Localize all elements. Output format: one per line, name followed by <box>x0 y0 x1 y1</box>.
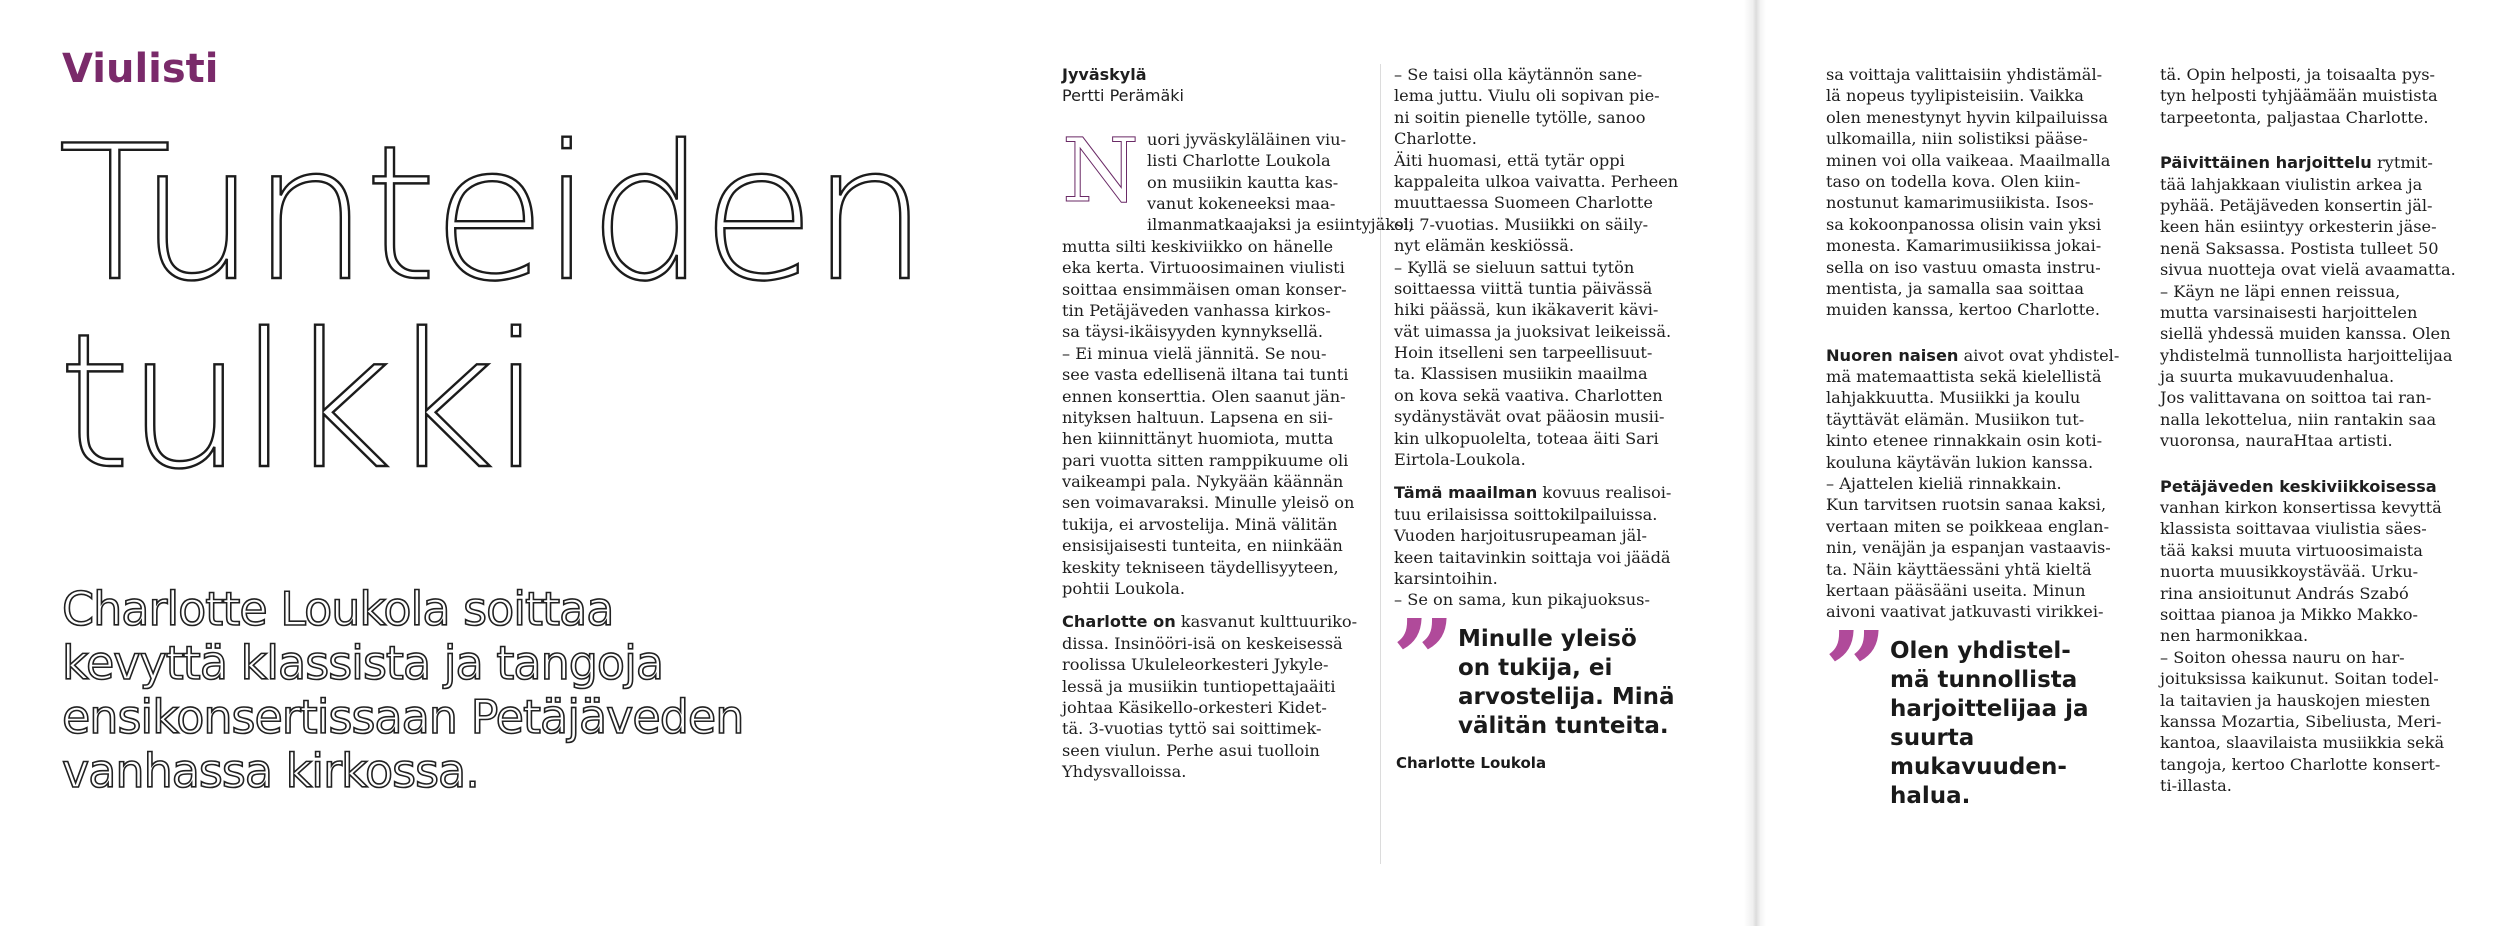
byline-author: Pertti Perämäki <box>1062 86 1184 106</box>
text-line: vanut kokeneeksi maa- <box>1147 193 1336 213</box>
text-line: Hoin itselleni sen tarpeellisuut- <box>1394 343 1653 363</box>
text-line: ni soitin pienelle tytölle, sanoo <box>1394 107 1646 127</box>
paragraph-text: kovuus realisoi- <box>1537 483 1672 503</box>
paragraph-lead-line <box>1826 345 2144 366</box>
paragraph-lead: Nuoren naisen <box>1826 345 1959 365</box>
text-line: oli 7-vuotias. Musiikki on säily- <box>1394 214 1649 234</box>
text-line: listi Charlotte Loukola <box>1147 151 1331 171</box>
text-line: vuoronsa, nauraHtaa artisti. <box>2160 431 2393 451</box>
article-column-4 <box>2160 64 2480 797</box>
text-line: monesta. Kamarimusiikissa jokai- <box>1826 236 2102 256</box>
text-line: kinto etenee rinnakkain osin koti- <box>1826 431 2103 451</box>
pull-quote-source: Charlotte Loukola <box>1396 753 1547 772</box>
text-line: tukija, ei arvostelija. Minä välitän <box>1062 514 1338 534</box>
text-line: on musiikin kautta kas- <box>1147 172 1339 192</box>
paragraph-lead-line <box>1394 482 1712 503</box>
text-line: olen menestynyt hyvin kilpailuissa <box>1826 107 2109 127</box>
text-line: tuu erilaisissa soittokilpailuissa. <box>1394 504 1658 524</box>
lede-line: kevyttä klassista ja tangoja <box>62 636 664 690</box>
text-line: vertaan miten se poikkeaa englan- <box>1826 516 2110 536</box>
text-line: Olen yhdistel- <box>1890 637 2071 664</box>
paragraph <box>1062 633 1370 783</box>
text-line: – Se taisi olla käytännön sane- <box>1394 65 1643 84</box>
text-line: tarpeetonta, paljastaa Charlotte. <box>2160 107 2429 127</box>
text-line: harjoittelijaa ja <box>1890 695 2089 722</box>
text-line: lessä ja musiikin tuntiopettajaäiti <box>1062 676 1336 696</box>
lede <box>62 582 1002 798</box>
text-line: pyhää. Petäjäveden konsertin jäl- <box>2160 195 2433 215</box>
text-line: mentista, ja samalla saa soittaa <box>1826 278 2085 298</box>
paragraph-text: kasvanut kulttuuriko- <box>1175 612 1358 632</box>
text-line: nin, venäjän ja espanjan vastaavis- <box>1826 538 2111 558</box>
quote-mark-icon: ” <box>1392 594 1456 724</box>
paragraph <box>1826 366 2144 623</box>
paragraph-lead-line <box>1062 611 1370 632</box>
lede-line: ensikonsertissaan Petäjäveden <box>62 690 744 744</box>
section-kicker: Viulisti <box>62 46 219 92</box>
text-line: – Ajattelen kieliä rinnakkain. <box>1826 474 2062 494</box>
text-line: pari vuotta sitten ramppikuume oli <box>1062 450 1349 470</box>
article-column-1 <box>1062 64 1414 783</box>
text-line: vaikeampi pala. Nykyään käännän <box>1062 472 1344 492</box>
paragraph-lead: Tämä maailman <box>1394 483 1538 503</box>
text-line: mutta silti keskiviikko on hänelle <box>1062 236 1334 256</box>
text-line: ulkomailla, niin solistiksi pääse- <box>1826 129 2088 149</box>
text-line: tää lahjakkaan viulistin arkea ja <box>2160 174 2423 194</box>
paragraph-lead: Petäjäveden keskiviikkoisessa <box>2160 476 2437 496</box>
text-line: lä nopeus tyylipisteisiin. Vaikka <box>1826 86 2084 106</box>
text-line: keen hän esiintyy orkesterin jäse- <box>2160 217 2437 237</box>
paragraph <box>2160 64 2480 128</box>
text-line: on tukija, ei <box>1458 654 1613 681</box>
article-column-3 <box>1826 64 2144 811</box>
text-line: sivua nuotteja ovat vielä avaamatta. <box>2160 260 2456 280</box>
paragraph <box>2160 497 2480 796</box>
text-line: täyttävät elämän. Musiikon tut- <box>1826 409 2085 429</box>
text-line: taso on todella kova. Olen kiin- <box>1826 171 2081 191</box>
paragraph-text: rytmit- <box>2371 153 2433 173</box>
paragraph-text: aivot ovat yhdistel- <box>1958 345 2120 365</box>
text-line: suurta mukavuuden- <box>1890 724 2067 780</box>
column-rule <box>1380 64 1381 864</box>
text-line: seen viulun. Perhe asui tuolloin <box>1062 740 1320 760</box>
headline-line: Tunteiden <box>58 105 924 322</box>
text-line: lahjakkuutta. Musiikki ja koulu <box>1826 388 2081 408</box>
text-line: soittaa pianoa ja Mikko Makko- <box>2160 604 2418 624</box>
text-line: vanhan kirkon konsertissa kevyttä <box>2160 498 2442 518</box>
text-line: karsintoihin. <box>1394 568 1498 588</box>
text-line: hen kiinnittänyt huomiota, mutta <box>1062 429 1334 449</box>
pull-quote-text <box>1458 625 1712 741</box>
text-line: ilmanmatkaajaksi ja esiintyjäksi, <box>1147 215 1414 235</box>
text-line: Minulle yleisö <box>1458 625 1637 652</box>
text-line: nenä Saksassa. Postista tulleet 50 <box>2160 238 2439 258</box>
paragraph <box>1826 64 2144 321</box>
text-line: nen harmonikkaa. <box>2160 626 2309 646</box>
text-line: kin ulkopuolelta, toteaa äiti Sari <box>1394 428 1659 448</box>
text-line: mä matemaattista sekä kielellistä <box>1826 367 2102 387</box>
text-line: muuttaessa Suomeen Charlotte <box>1394 193 1653 213</box>
text-line: Yhdysvalloissa. <box>1062 762 1187 782</box>
text-line: kertaan pääsääni useita. Minun <box>1826 580 2086 600</box>
text-line: tyn helposti tyhjäämään muistista <box>2160 86 2438 106</box>
text-line: la taitavien ja hauskojen miesten <box>2160 690 2431 710</box>
text-line: on kova sekä vaativa. Charlotten <box>1394 385 1663 405</box>
text-line: eka kerta. Virtuoosimainen viulisti <box>1062 258 1345 278</box>
text-line: keen taitavinkin soittaja voi jäädä <box>1394 547 1671 567</box>
paragraph <box>1062 214 1414 599</box>
text-line: nyt elämän keskiössä. <box>1394 236 1575 256</box>
text-line: kantoa, slaavilaista musiikkia sekä <box>2160 733 2445 753</box>
paragraph <box>2160 174 2480 452</box>
text-line: ensisijaisesti tunteita, en niinkään <box>1062 536 1343 556</box>
text-line: siellä yhdessä muiden kanssa. Olen <box>2160 324 2451 344</box>
text-line: tä. 3-vuotias tyttö sai soittimek- <box>1062 719 1322 739</box>
headline-line: tulkki <box>58 293 538 510</box>
text-line: dissa. Insinööri-isä on keskeisessä <box>1062 633 1343 653</box>
text-line: rina ansioitunut András Szabó <box>2160 583 2409 603</box>
text-line: mutta varsinaisesti harjoittelen <box>2160 302 2418 322</box>
quote-mark-icon: ” <box>1824 606 1888 736</box>
text-line: nalla lekottelua, niin rantakin saa <box>2160 409 2437 429</box>
text-line: minen voi olla vaikeaa. Maailmalla <box>1826 150 2111 170</box>
paragraph <box>1394 64 1712 470</box>
text-line: – Soiton ohessa nauru on har- <box>2160 647 2405 667</box>
text-line: nityksen haltuun. Lapsena en sii- <box>1062 407 1333 427</box>
text-line: ennen konserttia. Olen saanut jän- <box>1062 386 1346 406</box>
text-line: nuorta muusikkoystävää. Urku- <box>2160 562 2419 582</box>
text-line: välitän tunteita. <box>1458 712 1669 739</box>
lede-line: vanhassa kirkossa. <box>62 744 479 798</box>
text-line: nostunut kamarimusiikista. Isos- <box>1826 193 2094 213</box>
text-line: mä tunnollista <box>1890 666 2078 693</box>
text-line: hiki päässä, kun ikäkaverit kävi- <box>1394 300 1659 320</box>
text-line: joituksissa kaikunut. Soitan todel- <box>2160 669 2439 689</box>
text-line: ta. Näin käyttäessäni yhtä kieltä <box>1826 559 2092 579</box>
text-line: yhdistelmä tunnollista harjoittelijaa <box>2160 345 2453 365</box>
text-line: sella on iso vastuu omasta instru- <box>1826 257 2101 277</box>
text-line: tää kaksi muuta virtuoosimaista <box>2160 540 2423 560</box>
text-line: see vasta edellisenä iltana tai tunti <box>1062 365 1349 385</box>
text-line: ja suurta mukavuudenhalua. <box>2160 367 2395 387</box>
text-line: sa täysi-ikäisyyden kynnyksellä. <box>1062 322 1324 342</box>
text-line: – Kyllä se sieluun sattui tytön <box>1394 257 1635 277</box>
text-line: – Käyn ne läpi ennen reissua, <box>2160 281 2401 301</box>
article-column-2 <box>1394 64 1712 778</box>
paragraph-lead: Charlotte on <box>1062 612 1176 632</box>
text-line: tangoja, kertoo Charlotte konsert- <box>2160 754 2441 774</box>
text-line: kappaleita ulkoa vaivatta. Perheen <box>1394 171 1679 191</box>
text-line: sa kokoonpanossa olisin vain yksi <box>1826 214 2102 234</box>
text-line: pohtii Loukola. <box>1062 579 1185 599</box>
text-line: kouluna käytävän lukion kanssa. <box>1826 452 2094 472</box>
torn-page-edge <box>1744 0 1766 926</box>
byline-city: Jyväskylä <box>1062 65 1147 84</box>
paragraph-lead-line <box>2160 152 2480 173</box>
text-line: Eirtola-Loukola. <box>1394 450 1526 470</box>
headline <box>58 105 924 510</box>
text-line: vät uimassa ja juoksivat leikeissä. <box>1394 321 1672 341</box>
text-line: sen voimavaraksi. Minulle yleisö on <box>1062 493 1355 513</box>
text-line: aivoni vaativat jatkuvasti virikkei- <box>1826 602 2104 622</box>
text-line: arvostelija. Minä <box>1458 683 1675 710</box>
text-line: soittaessa viittä tuntia päivässä <box>1394 278 1653 298</box>
text-line: soittaa ensimmäisen oman konser- <box>1062 279 1347 299</box>
text-line: Kun tarvitsen ruotsin sanaa kaksi, <box>1826 495 2107 515</box>
text-line: tin Petäjäveden vanhassa kirkos- <box>1062 300 1331 320</box>
text-line: sydänystävät ovat pääosin musii- <box>1394 407 1665 427</box>
text-line: – Ei minua vielä jännitä. Se nou- <box>1062 343 1327 363</box>
text-line: Charlotte. <box>1394 129 1477 149</box>
text-line: halua. <box>1890 782 1971 809</box>
text-line: tä. Opin helposti, ja toisaalta pys- <box>2160 65 2436 84</box>
text-line: Vuoden harjoitusrupeaman jäl- <box>1394 526 1647 546</box>
paragraph-lead: Päivittäinen harjoittelu <box>2160 153 2372 173</box>
text-line: Jos valittavana on soittoa tai ran- <box>2160 388 2432 408</box>
lede-line: Charlotte Loukola soittaa <box>62 582 614 636</box>
text-line: klassista soittavaa viulistia säes- <box>2160 519 2427 539</box>
text-line: sa voittaja valittaisiin yhdistämäl- <box>1826 65 2103 84</box>
text-line: roolissa Ukuleleorkesteri Jykyle- <box>1062 655 1329 675</box>
text-line: ti-illasta. <box>2160 776 2232 796</box>
text-line: keskity tekniseen täydellisyyteen, <box>1062 557 1339 577</box>
text-line: Äiti huomasi, että tytär oppi <box>1394 150 1625 170</box>
text-line: ta. Klassisen musiikin maailma <box>1394 364 1648 384</box>
text-line: – Se on sama, kun pikajuoksus- <box>1394 590 1650 610</box>
text-line: uori jyväskyläläinen viu- <box>1147 129 1347 149</box>
text-line: muiden kanssa, kertoo Charlotte. <box>1826 300 2101 320</box>
drop-cap: N <box>1062 118 1139 222</box>
text-line: lema juttu. Viulu oli sopivan pie- <box>1394 86 1660 106</box>
pull-quote-text <box>1890 637 2144 811</box>
text-line: kanssa Mozartia, Sibeliusta, Meri- <box>2160 711 2442 731</box>
text-line: johtaa Käsikello-orkesteri Kidet- <box>1062 697 1327 717</box>
